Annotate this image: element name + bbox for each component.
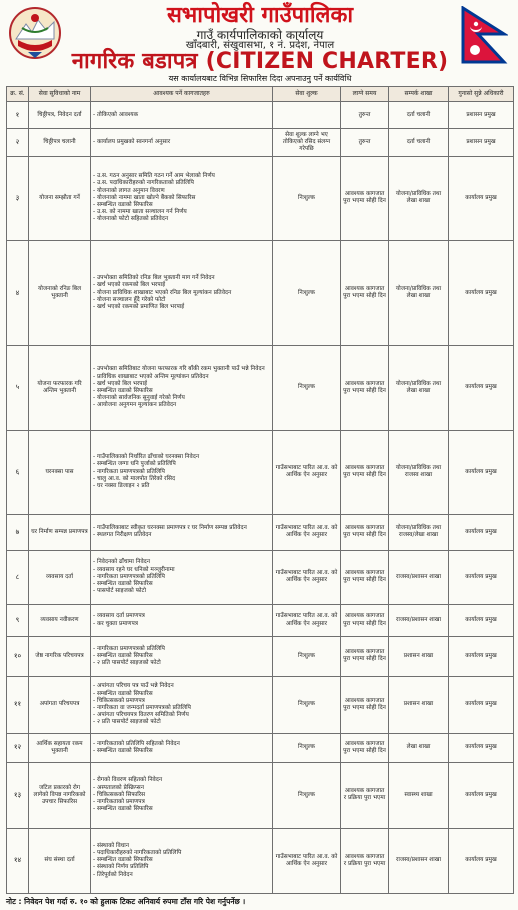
- cell-serial: ९: [7, 605, 29, 637]
- cell-branch: प्रशासन शाखा: [389, 676, 449, 733]
- table-row: [7, 733, 514, 762]
- document-item: - सम्बन्धित वडाको सिफारिस: [93, 806, 270, 813]
- col-header-branch: सम्पर्क शाखा: [389, 87, 449, 102]
- col-header-documents: आवश्यक पर्ने कागजातहरु: [91, 87, 273, 102]
- cell-service-name: योजनाको रनिङ बिल भुक्तानी: [29, 241, 91, 346]
- document-item: - संस्थाको निर्णय प्रतिलिपि: [93, 864, 270, 871]
- document-item: - नागरिकताको प्रतिलिपि सहितको निवेदन: [93, 741, 270, 748]
- document-item: - नागरिकता प्रमाणपत्रको प्रतिलिपि: [93, 646, 270, 653]
- cell-documents: [91, 241, 273, 346]
- document-item: - संस्थाको विधान: [93, 843, 270, 850]
- document-item: - चालु आ.व. को मालपोत तिरेको रसिद: [93, 476, 270, 483]
- document-item: - उपभोक्ता समितिबाट योजना फरफारक गरि बाँकी रकम भुक्तानी पाउँ भन्ने निवेदन: [93, 366, 270, 373]
- charter-table-wrapper: [6, 86, 513, 894]
- cell-serial: ५: [7, 346, 29, 430]
- col-header-service: सेवा सुविधाको नाम: [29, 87, 91, 102]
- table-row: [7, 550, 514, 605]
- cell-fee: गाउँसभाबाट पारित आ.व. को आर्थिक ऐन अनुसार: [273, 514, 341, 550]
- table-row: [7, 828, 514, 893]
- table-row: [7, 430, 514, 514]
- document-item: - चिकित्सकको प्रमाणपत्र: [93, 698, 270, 705]
- cell-branch: प्रशासन शाखा: [389, 636, 449, 676]
- cell-documents: [91, 102, 273, 129]
- cell-documents: [91, 676, 273, 733]
- cell-documents: [91, 156, 273, 240]
- document-item: - उ.स. को नाममा खाता सञ्चालन गर्न निर्णय: [93, 209, 270, 216]
- cell-documents: [91, 605, 273, 637]
- cell-branch: राजस्व/प्रशासन शाखा: [389, 550, 449, 605]
- col-header-fee: सेवा शुल्क: [273, 87, 341, 102]
- cell-officer: कार्यालय प्रमुख: [449, 676, 514, 733]
- table-header-row: [7, 87, 514, 102]
- cell-branch: दर्ता चलानी: [389, 129, 449, 156]
- document-item: - कार्यालय प्रमुखको स्वनगर्ना अनुसार: [93, 139, 270, 146]
- cell-time: आवश्यक कागजात र प्रक्रिया पुरा भएमा: [341, 828, 389, 893]
- cell-time: आवश्यक कागजात पुरा भएमा सोही दिन: [341, 550, 389, 605]
- cell-officer: कार्यालय प्रमुख: [449, 156, 514, 240]
- document-item: - सम्बन्धित वडाको सिफारिस: [93, 857, 270, 864]
- cell-serial: ६: [7, 430, 29, 514]
- cell-time: आवश्यक कागजात पुरा भएमा सोही दिन: [341, 733, 389, 762]
- document-item: - नागरिकताको प्रमाणपत्र: [93, 799, 270, 806]
- cell-documents: [91, 733, 273, 762]
- table-row: [7, 346, 514, 430]
- document-item: - अपांगता परिचयपत्र वितरण समितिको निर्णय: [93, 712, 270, 719]
- document-item: - खर्च भएको बिल भरपाई: [93, 381, 270, 388]
- cell-service-name: अपांगता परिचयपत्र: [29, 676, 91, 733]
- document-item: - गाउँपालिकाको निर्धारित ढाँचाको घरनक्सा निवेदन: [93, 454, 270, 461]
- table-row: [7, 129, 514, 156]
- cell-documents: [91, 763, 273, 828]
- cell-branch: योजना/प्राविधिक तथा लेखा शाखा: [389, 346, 449, 430]
- document-item: - योजनाको फोटो सहितको प्रतिवेदन: [93, 216, 270, 223]
- cell-documents: [91, 129, 273, 156]
- cell-branch: स्वास्थ्य शाखा: [389, 763, 449, 828]
- table-row: [7, 156, 514, 240]
- cell-serial: १: [7, 102, 29, 129]
- cell-fee: गाउँसभाबाट पारित आ.व. को आर्थिक ऐन अनुसार: [273, 550, 341, 605]
- cell-service-name: घर निर्माण सम्पन्न प्रमाणपत्र: [29, 514, 91, 550]
- document-item: - व्यवसाय रहने घर धनिको मञ्जुरीनामा: [93, 567, 270, 574]
- document-item: - नागरिकता प्रमाणपत्रको प्रतिलिपि: [93, 574, 270, 581]
- document-item: - स्थलगत निरीक्षण प्रतिवेदन: [93, 532, 270, 539]
- charter-title: नागरिक बडापत्र (CITIZEN CHARTER): [71, 49, 449, 74]
- cell-serial: १२: [7, 733, 29, 762]
- cell-service-name: चिठ्ठीपत्र, निवेदन दर्ता: [29, 102, 91, 129]
- document-item: - सम्बन्धित वडाको सिफारिस: [93, 202, 270, 209]
- cell-fee: निःशुल्क: [273, 676, 341, 733]
- cell-fee: निःशुल्क: [273, 346, 341, 430]
- cell-branch: योजना/प्राविधिक तथा लेखा शाखा: [389, 241, 449, 346]
- cell-branch: योजना/प्राविधिक तथा राजस्व/लेखा शाखा: [389, 514, 449, 550]
- document-item: - घर नक्सा डिजाइन २ प्रति: [93, 483, 270, 490]
- cell-documents: [91, 550, 273, 605]
- cell-fee: [273, 102, 341, 129]
- cell-officer: कार्यालय प्रमुख: [449, 733, 514, 762]
- table-row: [7, 636, 514, 676]
- document-item: - अपांगता परिचय पत्र पाउँ भन्ने निवेदन: [93, 683, 270, 690]
- cell-documents: [91, 346, 273, 430]
- cell-branch: योजना/प्राविधिक तथा राजस्व शाखा: [389, 430, 449, 514]
- nepal-emblem-icon: [8, 6, 62, 60]
- cell-branch: राजस्व/प्रशासन शाखा: [389, 605, 449, 637]
- document-item: - नागरिकता प्रमाणपत्रको प्रतिलिपि: [93, 469, 270, 476]
- cell-fee: निःशुल्क: [273, 241, 341, 346]
- cell-time: आवश्यक कागजात पुरा भएमा सोही दिन: [341, 605, 389, 637]
- table-row: [7, 102, 514, 129]
- header: [0, 0, 518, 88]
- cell-fee: निःशुल्क: [273, 156, 341, 240]
- cell-documents: [91, 430, 273, 514]
- table-row: [7, 763, 514, 828]
- document-item: - सम्बन्धित वडाको सिफारिस: [93, 653, 270, 660]
- document-item: - सम्बन्धित वडाको सिफारिस: [93, 388, 270, 395]
- cell-officer: कार्यालय प्रमुख: [449, 636, 514, 676]
- cell-time: आवश्यक कागजात पुरा भएमा सोही दिन: [341, 156, 389, 240]
- cell-officer: कार्यालय प्रमुख: [449, 346, 514, 430]
- cell-serial: ११: [7, 676, 29, 733]
- document-item: - पदाधिकारीहरुको नागरिकताको प्रतिलिपि: [93, 850, 270, 857]
- document-item: - तोकिएको आवश्यक: [93, 112, 270, 119]
- cell-time: आवश्यक कागजात पुरा भएमा सोही दिन: [341, 514, 389, 550]
- document-item: - निवेदनको ढाँचामा निवेदन: [93, 559, 270, 566]
- cell-fee: गाउँसभाबाट पारित आ.व. को आर्थिक ऐन अनुसार: [273, 430, 341, 514]
- cell-service-name: योजना सम्झौता गर्ने: [29, 156, 91, 240]
- document-item: - नागरिकता वा जन्मदर्ता प्रमाणपत्रको प्रतिलिपि: [93, 705, 270, 712]
- cell-time: आवश्यक कागजात पुरा भएमा सोही दिन: [341, 241, 389, 346]
- charter-subtitle: यस कार्यालयबाट विभिन्न सिफारिस दिदा अपनाउनु पर्ने कार्यविधि: [168, 74, 352, 83]
- cell-service-name: व्यवसाय नवीकरण: [29, 605, 91, 637]
- cell-service-name: आर्थिक सहायता रकम भुक्तानी: [29, 733, 91, 762]
- col-header-time: लाग्ने समय: [341, 87, 389, 102]
- cell-officer: प्रशासन प्रमुख: [449, 129, 514, 156]
- cell-officer: कार्यालय प्रमुख: [449, 514, 514, 550]
- cell-time: आवश्यक कागजात पुरा भएमा सोही दिन: [341, 346, 389, 430]
- document-item: - सम्बन्धित जग्गा धनि पुर्जाको प्रतिलिपि: [93, 461, 270, 468]
- cell-service-name: संघ संस्था दर्ता: [29, 828, 91, 893]
- document-item: - रोगको विवरण सहितको निवेदन: [93, 777, 270, 784]
- table-row: [7, 514, 514, 550]
- document-item: - २ प्रति पासपोर्ट साइजको फोटो: [93, 660, 270, 667]
- document-item: - सम्बन्धित वडाको सिफारिस: [93, 691, 270, 698]
- cell-officer: प्रशासन प्रमुख: [449, 102, 514, 129]
- cell-fee: निःशुल्क: [273, 733, 341, 762]
- cell-time: आवश्यक कागजात पुरा भएमा सोही दिन: [341, 636, 389, 676]
- cell-time: आवश्यक कागजात र प्रक्रिया पुरा भएमा: [341, 763, 389, 828]
- cell-service-name: जटिल प्रकारको रोग लागेको विपन्न नागरिकको उपचार सिफारिस: [29, 763, 91, 828]
- cell-serial: ८: [7, 550, 29, 605]
- cell-serial: १३: [7, 763, 29, 828]
- cell-branch: दर्ता चलानी: [389, 102, 449, 129]
- cell-officer: कार्यालय प्रमुख: [449, 828, 514, 893]
- col-header-officer: गुनासो सुन्ने अधिकारी: [449, 87, 514, 102]
- cell-branch: लेखा शाखा: [389, 733, 449, 762]
- cell-time: आवश्यक कागजात पुरा भएमा सोही दिन: [341, 430, 389, 514]
- cell-service-name: योजना फरफारक गरि अन्तिम भुक्तानी: [29, 346, 91, 430]
- document-item: - तिरेपूर्वको निवेदन: [93, 872, 270, 879]
- document-item: - खर्च भएको रकमको बिल भरपाई: [93, 282, 270, 289]
- document-item: - योजनाको लागत अनुमान विवरण: [93, 188, 270, 195]
- cell-time: तुरुन्त: [341, 129, 389, 156]
- cell-serial: १४: [7, 828, 29, 893]
- cell-serial: ७: [7, 514, 29, 550]
- document-item: - सम्बन्धित वडाको सिफारिस: [93, 581, 270, 588]
- cell-documents: [91, 636, 273, 676]
- table-body: [7, 102, 514, 894]
- cell-fee: सेवा शुल्क लाग्ने भए तोकिएको रसिद संलग्न गरेपछि: [273, 129, 341, 156]
- document-item: - व्यवसाय दर्ता प्रमाणपत्र: [93, 613, 270, 620]
- document-item: - उ.स. गठन अनुसार समिति गठन गर्ने आम भेलाको निर्णय: [93, 173, 270, 180]
- document-item: - उपभोक्ता समितिको रनिङ बिल भुक्तानी माग गर्ने निवेदन: [93, 275, 270, 282]
- cell-service-name: जेष्ठ नागरिक परिचयपत्र: [29, 636, 91, 676]
- footer-note: नोट : निवेदन पेश गर्दा रु. १० को हुलाक टिकट अनिवार्य रुपमा टाँस गरि पेश गर्नुपर्नेछ ।: [6, 897, 246, 906]
- cell-service-name: घरनक्सा पास: [29, 430, 91, 514]
- cell-fee: निःशुल्क: [273, 763, 341, 828]
- cell-service-name: व्यवसाय दर्ता: [29, 550, 91, 605]
- document-item: - योजनाको सार्वजनिक सुनुवाई गरेको निर्णय: [93, 395, 270, 402]
- document-item: - आयोजना अनुगमन मूल्यांकन प्रतिवेदन: [93, 402, 270, 409]
- table-row: [7, 605, 514, 637]
- cell-branch: योजना/प्राविधिक तथा लेखा शाखा: [389, 156, 449, 240]
- office-address: खाँदबारी, संखुवासभा, १ नं. प्रदेश, नेपाल: [185, 40, 335, 51]
- cell-fee: गाउँसभाबाट पारित आ.व. को आर्थिक ऐन अनुसार: [273, 605, 341, 637]
- document-item: - खर्च भएको रकमको प्रमाणित बिल भरपाई: [93, 304, 270, 311]
- document-item: - अस्पतालको प्रेस्क्रिप्सन: [93, 785, 270, 792]
- document-item: - २ प्रति पासपोर्ट साइजको फोटो: [93, 719, 270, 726]
- document-item: - योजनाको नाममा खाता खोल्ने बैंकको सिफारिस: [93, 195, 270, 202]
- charter-table: [6, 86, 514, 894]
- cell-officer: कार्यालय प्रमुख: [449, 550, 514, 605]
- cell-serial: १०: [7, 636, 29, 676]
- cell-officer: कार्यालय प्रमुख: [449, 241, 514, 346]
- cell-time: आवश्यक कागजात पुरा भएमा सोही दिन: [341, 676, 389, 733]
- cell-service-name: चिठ्ठीपत्र चलानी: [29, 129, 91, 156]
- cell-serial: २: [7, 129, 29, 156]
- table-row: [7, 676, 514, 733]
- cell-officer: कार्यालय प्रमुख: [449, 430, 514, 514]
- document-item: - उ.स. पदाधिकारीहरुको नागरिकताको प्रतिलिपि: [93, 180, 270, 187]
- document-item: - योजना सञ्चालन हुँदै गरेको फोटो: [93, 297, 270, 304]
- document-item: - चिकित्सकको सिफारिस: [93, 792, 270, 799]
- cell-fee: गाउँसभाबाट पारित आ.व. को आर्थिक ऐन अनुसार: [273, 828, 341, 893]
- document-item: - गाउँपालिकाबाट स्वीकृत घरनक्सा प्रमाणपत्र र घर निर्माण सम्पन्न प्रतिवेदन: [93, 525, 270, 532]
- document-item: - सम्बन्धित वडाको सिफारिस: [93, 748, 270, 755]
- col-header-serial: क्र. सं.: [7, 87, 29, 102]
- document-item: - पासपोर्ट साइजको फोटो: [93, 588, 270, 595]
- document-item: - कर चुक्ता प्रमाणपत्र: [93, 621, 270, 628]
- org-title: सभापोखरी गाउँपालिका: [166, 3, 354, 28]
- cell-serial: ४: [7, 241, 29, 346]
- cell-time: तुरुन्त: [341, 102, 389, 129]
- cell-documents: [91, 514, 273, 550]
- table-row: [7, 241, 514, 346]
- cell-fee: निःशुल्क: [273, 636, 341, 676]
- cell-officer: कार्यालय प्रमुख: [449, 605, 514, 637]
- cell-officer: कार्यालय प्रमुख: [449, 763, 514, 828]
- nepal-flag-icon: [460, 6, 508, 64]
- document-item: - प्राविधिक शाखाबाट भएको अन्तिम मूल्यांकन प्रतिवेदन: [93, 374, 270, 381]
- office-title: गाउँ कार्यपालिकाको कार्यालय: [196, 28, 324, 42]
- cell-branch: राजस्व/प्रशासन शाखा: [389, 828, 449, 893]
- cell-serial: ३: [7, 156, 29, 240]
- cell-documents: [91, 828, 273, 893]
- document-item: - योजना प्राविधिक शाखाबाट भएको रनिङ बिल मूल्यांकन प्रतिवेदन: [93, 290, 270, 297]
